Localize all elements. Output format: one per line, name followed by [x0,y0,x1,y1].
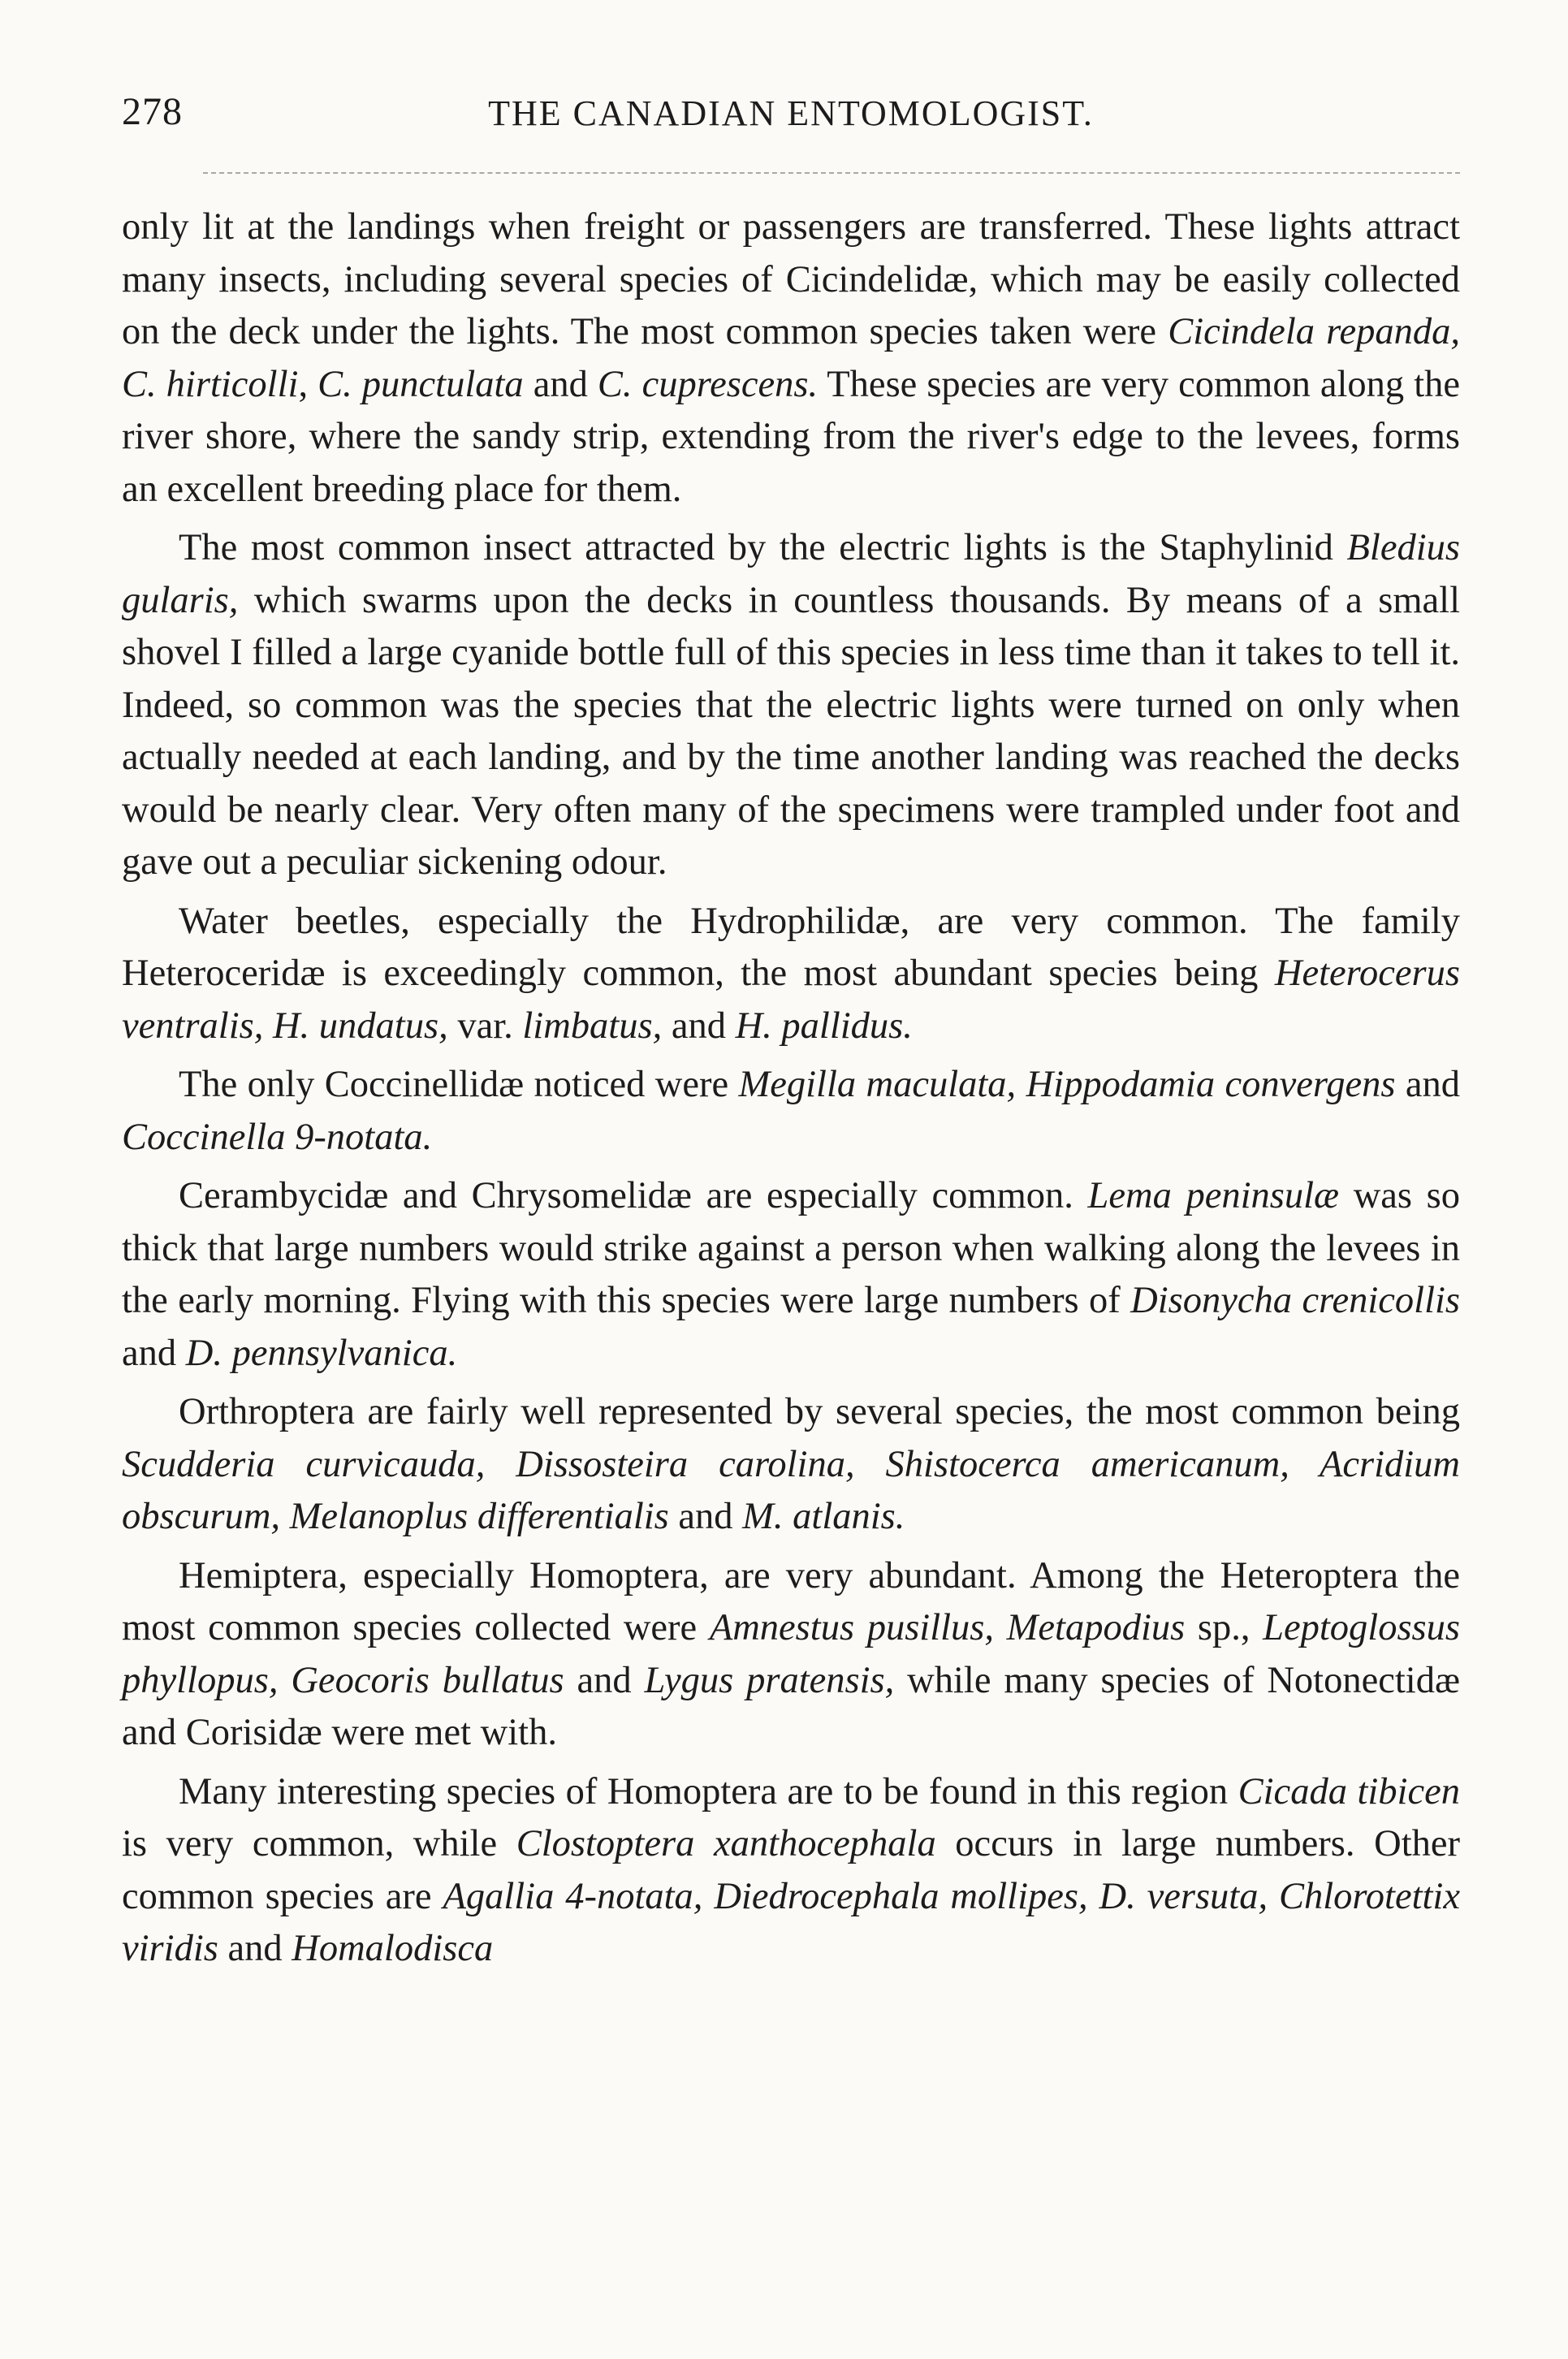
italic-text: limbatus, [522,1005,663,1047]
text-run: and [662,1005,736,1047]
text-run: and [122,1332,186,1374]
text-run: var. [447,1005,523,1047]
italic-text: Homalodisca [292,1928,494,1969]
italic-text: C. punctulata [317,363,524,405]
text-run: Orthroptera are fairly well represented by several species, the most common being [179,1391,1460,1432]
text-run: and [218,1928,292,1969]
text-run: Cerambycidæ and Chrysomelidæ are especially common. [179,1175,1088,1216]
italic-text: Cicada tibicen [1238,1770,1461,1812]
paragraph [122,1059,1460,1164]
text-run: is very common, while [122,1823,516,1864]
text-run: The only Coccinellidæ noticed were [179,1064,739,1105]
text-run: These species are very common along the river shore, where the sandy strip, extending from the river's edge to the levees, forms an excellent breeding place for them. [122,363,1461,510]
italic-text: Disonycha crenicollis [1130,1280,1460,1321]
paragraph [122,1386,1460,1544]
text-run: only lit at the landings when freight or passengers are transferred. These lights attract many insects, including several species of Cicindelidæ, which may be easily collected on the deck under the lights. The most common species taken were [122,206,1460,352]
italic-text: Coccinella 9-notata. [122,1116,433,1158]
text-run: which swarms upon the decks in countless thousands. By means of a small shovel I filled a large cyanide bottle full of this species in less time than it takes to tell it. Indeed, so common was the species that the electric lights were turned on only when actually needed at each landing, and by the time another landing was reached the decks would be nearly clear. Very often many of the specimens were trampled under foot and gave out a peculiar sickening odour. [122,579,1460,883]
text-run: sp., [1185,1607,1263,1648]
paragraph [122,1170,1460,1380]
italic-text: H. pallidus. [735,1005,913,1047]
text-run: and [1395,1064,1461,1105]
text-run: Many interesting species of Homoptera are to be found in this region [179,1770,1238,1812]
italic-text: Amnestus pusillus, Metapodius [709,1607,1186,1648]
italic-text: Lema peninsulæ [1087,1175,1340,1216]
paragraph [122,896,1460,1053]
page-number: 278 [122,90,183,133]
text-run: occurs in large numbers. Other common species are [122,1823,1460,1917]
italic-text: Lygus pratensis, [644,1659,895,1701]
italic-text: Cicindela repanda, C. hirticolli [122,311,1460,405]
italic-text: Clostoptera xanthocephala [516,1823,936,1864]
italic-text: D. pennsylvanica. [185,1332,458,1374]
text-run: and [668,1496,743,1537]
page-header [122,89,1460,138]
italic-text: Bledius gularis, [122,527,1460,621]
italic-text: C. cuprescens. [597,363,819,405]
paragraph [122,1550,1460,1760]
text-run: , [298,363,318,405]
italic-text: Megilla maculata, Hippodamia convergens [738,1064,1396,1105]
italic-text: Scudderia curvicauda, Dissosteira carolina, Shistocerca americanum, Acridium obscurum, Melanoplus differentialis [122,1443,1460,1537]
italic-text: M. atlanis. [742,1496,905,1537]
header-rule [203,172,1460,174]
text-run: Hemiptera, especially Homoptera, are very abundant. Among the Heteroptera the most common species collected were [122,1554,1460,1648]
text-run: Water beetles, especially the Hydrophilidæ, are very common. The family Heteroceridæ is exceedingly common, the most abundant species being [122,900,1460,994]
paragraph [122,201,1460,516]
text-run: The most common insect attracted by the electric lights is the Staphylinid [179,527,1347,568]
text-run: was so thick that large numbers would strike against a person when walking along the levees in the early morning. Flying with this species were large numbers of [122,1175,1460,1321]
running-title: THE CANADIAN ENTOMOLOGIST. [488,93,1094,133]
body-text [122,201,1460,1982]
text-run: while many species of Notonectidæ and Corisidæ were met with. [122,1659,1460,1753]
text-run: and [523,363,598,405]
italic-text: Agallia 4-notata, Diedrocephala mollipes, D. versuta, Chlorotettix viridis [122,1875,1460,1969]
paragraph [122,1766,1460,1976]
paragraph [122,522,1460,889]
text-run: and [564,1659,645,1701]
italic-text: Heterocerus ventralis, H. undatus, [122,953,1460,1047]
italic-text: Leptoglossus phyllopus, Geocoris bullatus [122,1607,1460,1701]
